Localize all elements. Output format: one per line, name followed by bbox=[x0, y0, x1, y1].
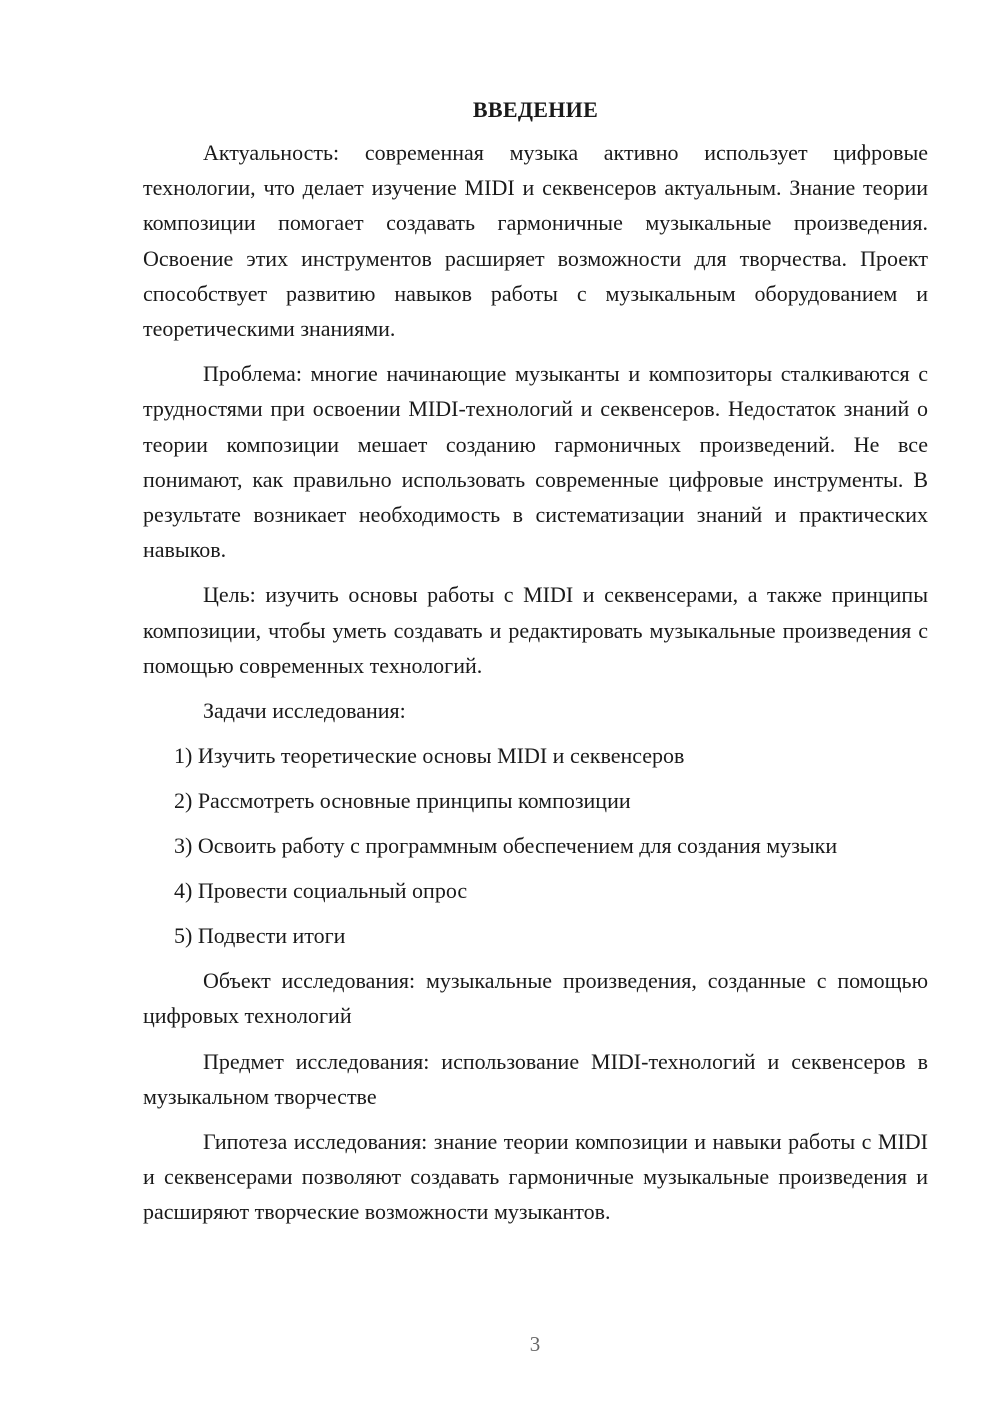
task-item: 2) Рассмотреть основные принципы композиции bbox=[174, 788, 631, 814]
hypothesis-paragraph: Гипотеза исследования: знание теории композиции и навыки работы с MIDI и секвенсерами позволяют создавать гармоничные музыкальные произведения и расширяют творческие возможности музыкантов. bbox=[143, 1129, 928, 1225]
task-item: 5) Подвести итоги bbox=[174, 923, 346, 949]
object-paragraph: Объект исследования: музыкальные произведения, созданные с помощью цифровых технологий bbox=[143, 968, 928, 1029]
tasks-heading: Задачи исследования: bbox=[203, 698, 406, 724]
subject-paragraph: Предмет исследования: использование MIDI-технологий и секвенсеров в музыкальном творчестве bbox=[143, 1048, 928, 1109]
page-title: ВВЕДЕНИЕ bbox=[472, 97, 599, 122]
goal-paragraph: Цель: изучить основы работы с MIDI и секвенсерами, а также принципы композиции, чтобы уметь создавать и редактировать музыкальные произведения с помощью современных технологий. bbox=[143, 582, 928, 678]
task-item: 4) Провести социальный опрос bbox=[174, 878, 468, 904]
problem-paragraph: Проблема: многие начинающие музыканты и композиторы сталкиваются с трудностями при освоении MIDI-технологий и секвенсеров. Недостаток знаний о теории композиции мешает созданию гармоничных произведений. Не все понимают, как правильно использовать современные цифровые инструменты. В результате возникает необходимость в систематизации знаний и практических навыков. bbox=[143, 361, 928, 563]
task-item: 3) Освоить работу с программным обеспечением для создания музыки bbox=[174, 833, 838, 859]
task-item: 1) Изучить теоретические основы MIDI и секвенсеров bbox=[174, 743, 685, 769]
document-page bbox=[143, 92, 928, 1240]
tasks-list bbox=[143, 738, 928, 953]
relevance-paragraph: Актуальность: современная музыка активно использует цифровые технологии, что делает изучение MIDI и секвенсеров актуальным. Знание теории композиции помогает создавать гармоничные музыкальные произведения. Освоение этих инструментов расширяет возможности для творчества. Проект способствует развитию навыков работы с музыкальным оборудованием и теоретическими знаниями. bbox=[143, 140, 928, 342]
page-number: 3 bbox=[529, 1332, 541, 1356]
